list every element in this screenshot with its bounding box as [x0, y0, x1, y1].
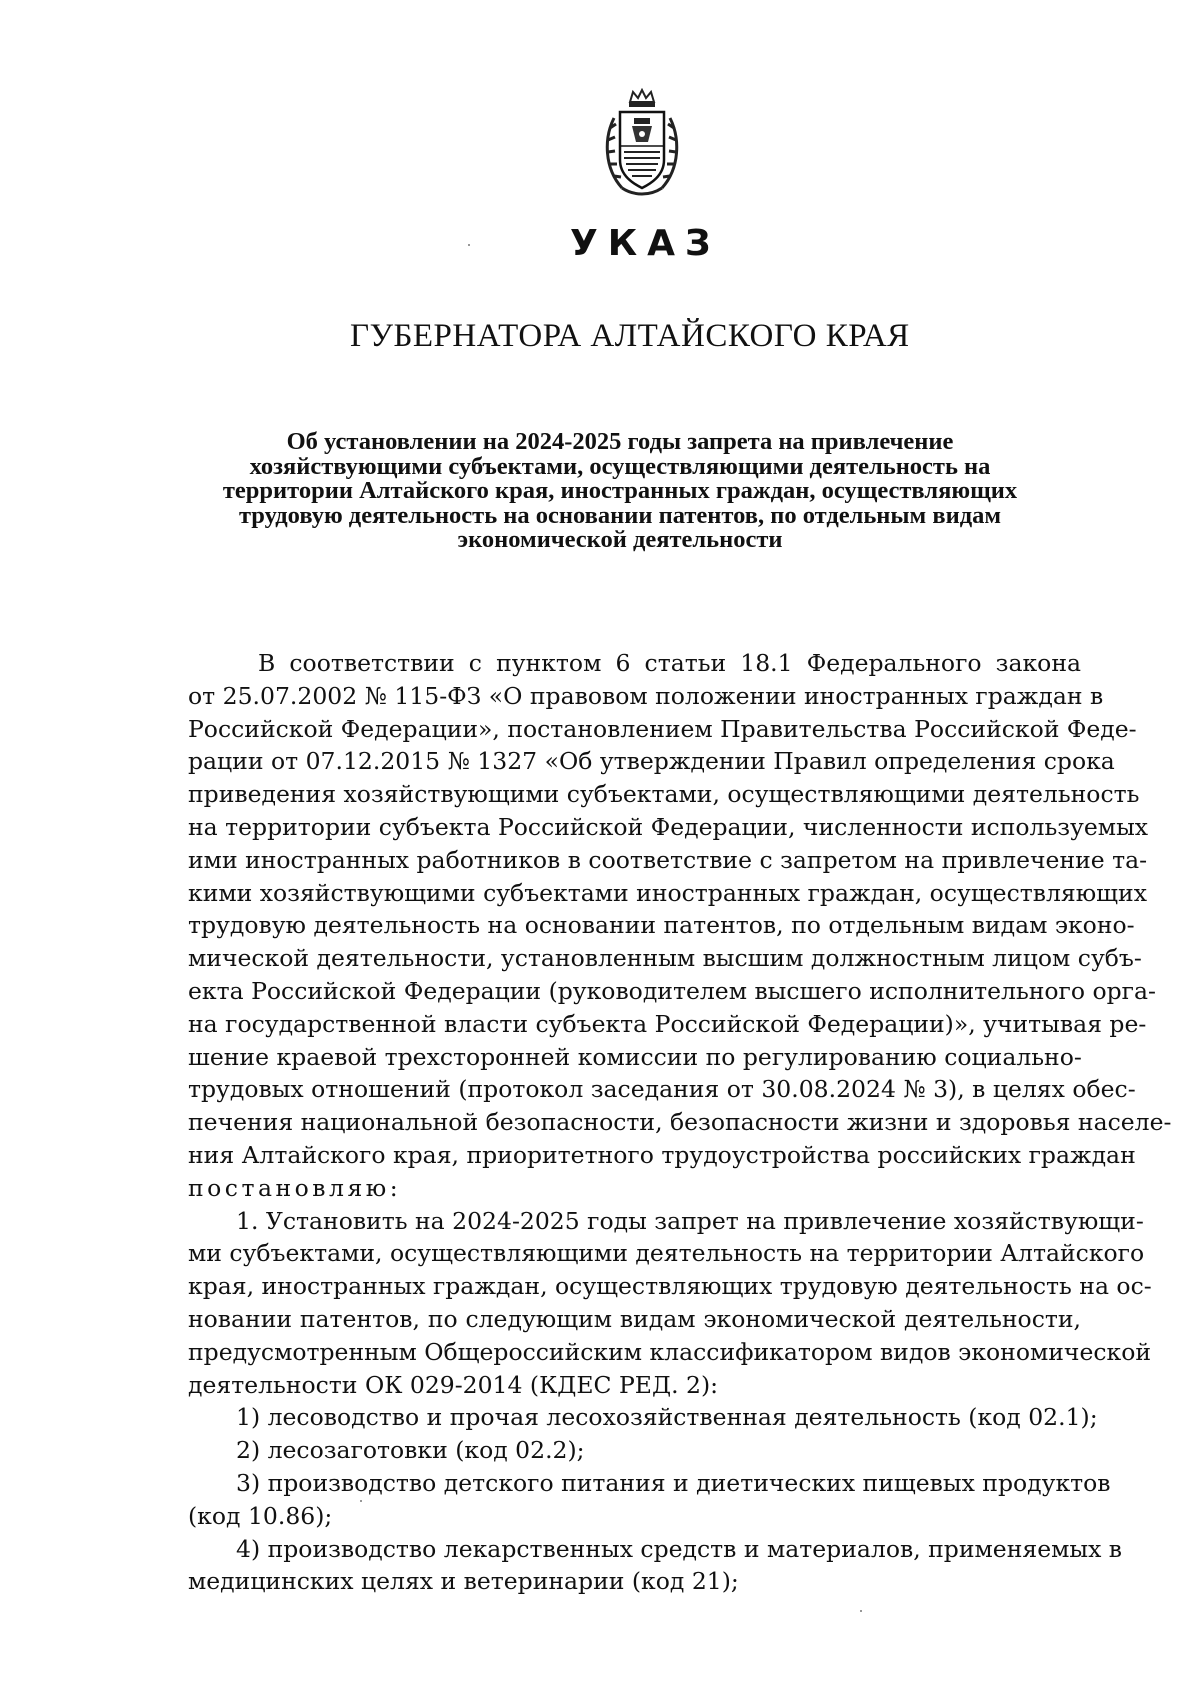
altai-krai-coat-of-arms-icon	[600, 88, 684, 200]
heading-line: экономической деятельности	[457, 526, 783, 553]
body-line: кими хозяйствующими субъектами иностранных граждан, осуществляющих	[188, 878, 1147, 907]
list-item: 1) лесоводство и прочая лесохозяйственная деятельность (код 02.1);	[236, 1403, 1098, 1432]
heading-line: территории Алтайского края, иностранных граждан, осуществляющих	[222, 477, 1018, 504]
body-line: ми субъектами, осуществляющими деятельность на территории Алтайского	[188, 1239, 1145, 1268]
body-line: 1. Установить на 2024-2025 годы запрет на привлечение хозяйствующи-	[236, 1206, 1144, 1235]
body-line: Российской Федерации», постановлением Правительства Российской Феде-	[188, 714, 1137, 743]
document-body	[188, 647, 1172, 1598]
scan-speck	[860, 1610, 862, 1612]
heading-line: хозяйствующими субъектами, осуществляющими деятельность на	[249, 452, 991, 480]
body-line: екта Российской Федерации (руководителем высшего исполнительного орга-	[188, 976, 1156, 1005]
document-heading	[180, 430, 1060, 553]
body-line: на государственной власти субъекта Российской Федерации)», учитывая ре-	[188, 1009, 1147, 1038]
list-item-continuation: (код 10.86);	[188, 1501, 333, 1530]
body-line: шение краевой трехсторонней комиссии по регулированию социально-	[188, 1042, 1082, 1071]
body-line: ими иностранных работников в соответствие с запретом на привлечение та-	[188, 845, 1148, 874]
body-line: ния Алтайского края, приоритетного трудоустройства российских граждан	[188, 1140, 1136, 1169]
body-line: на территории субъекта Российской Федерации, численности используемых	[188, 812, 1149, 841]
heading-line: Об установлении на 2024-2025 годы запрета на привлечение	[286, 428, 954, 455]
body-line: деятельности ОК 029-2014 (КДЕС РЕД. 2):	[188, 1370, 719, 1399]
list-item: 2) лесозаготовки (код 02.2);	[236, 1436, 585, 1465]
body-line: от 25.07.2002 № 115-ФЗ «О правовом положении иностранных граждан в	[188, 681, 1104, 710]
body-line: трудовых отношений (протокол заседания от 30.08.2024 № 3), в целях обес-	[188, 1075, 1136, 1104]
list-item: 4) производство лекарственных средств и материалов, применяемых в	[236, 1534, 1123, 1563]
body-line: мической деятельности, установленным высшим должностным лицом субъ-	[188, 944, 1142, 973]
body-line: В соответствии с пунктом 6 статьи 18.1 Федерального закона	[258, 649, 1081, 677]
body-line: приведения хозяйствующими субъектами, осуществляющими деятельность	[188, 780, 1140, 809]
body-line: предусмотренным Общероссийским классификатором видов экономической	[188, 1337, 1152, 1366]
body-line: края, иностранных граждан, осуществляющих трудовую деятельность на ос-	[188, 1272, 1152, 1301]
scan-speck	[360, 1500, 362, 1502]
document-issuer: ГУБЕРНАТОРА АЛТАЙСКОГО КРАЯ	[350, 318, 910, 354]
heading-line: трудовую деятельность на основании патентов, по отдельным видам	[238, 501, 1002, 529]
decree-word: постановляю:	[188, 1173, 402, 1202]
body-line: печения национальной безопасности, безопасности жизни и здоровья населе-	[188, 1108, 1172, 1137]
body-line: рации от 07.12.2015 № 1327 «Об утверждении Правил определения срока	[188, 747, 1115, 776]
list-item-continuation: медицинских целях и ветеринарии (код 21);	[188, 1567, 739, 1596]
body-line: трудовую деятельность на основании патентов, по отдельным видам эконо-	[188, 911, 1135, 940]
list-item: 3) производство детского питания и диетических пищевых продуктов	[236, 1468, 1111, 1497]
document-title: УКАЗ	[570, 223, 721, 264]
scan-speck	[468, 244, 470, 246]
body-line: новании патентов, по следующим видам экономической деятельности,	[188, 1304, 1081, 1333]
